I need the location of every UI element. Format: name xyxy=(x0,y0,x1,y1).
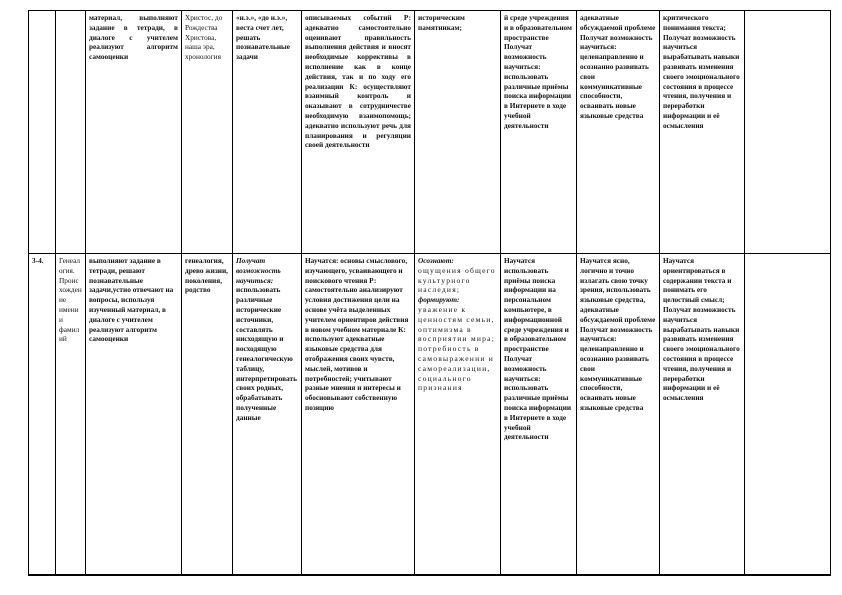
personal-results-cell xyxy=(415,254,501,576)
ict-competence-cell: Научатся использовать приёмы поиска информации на персональном компьютере, в информационной среде учреждения и в образовательном пространстве Получат возможность научиться: использовать различные приёмы поиска информации в Интернете в ходе учебной деятельности xyxy=(501,254,577,576)
metasubject-cell: описываемых событий Р: адекватно самостоятельно оценивают правильность выполнения действия и вносят необходимые коррективы в исполнение как в конце действия, так и по ходу его реализации К: осуществляют взаимный контроль и оказывают в сотрудничестве необходимую взаимопомощь; адекватно используют речь для планирования и регуляции своей деятельности xyxy=(302,11,415,254)
student-activity-cell: выполняют задание в тетради, решают познавательные задачи,устно отвечают на вопросы, используя изученный материал, в диалоге с учителем реализуют алгоритм самооценки xyxy=(86,254,182,576)
lesson-number-cell: 3-4. xyxy=(29,254,56,576)
tasks-text: использовать различные исторические источники, составлять нисходящую и восходящую генеалогическую таблицу, интерпретировать своих родных, обрабатывать полученные данные xyxy=(236,285,297,422)
tasks-label: Получат возможность научиться: xyxy=(236,256,281,285)
reading-skills-cell: критического понимания текста; Получат возможность научиться вырабатывать навыки развивать изменения своего эмоционального состояния в процессе чтения, получения и переработки информации и её осмысления xyxy=(660,11,745,254)
table-row xyxy=(29,11,831,254)
personal-text-2: уважение к ценностям семьи, оптимизма в восприятии мира; потребность в самовыражении и самореализации, социального признания xyxy=(418,304,495,393)
topic-cell: Генеалогия. Происхождение имени и фамилий xyxy=(56,254,86,576)
student-activity-cell: материал, выполняют задание в тетради, в диалоге с учителем реализуют алгоритм самооценки xyxy=(86,11,182,254)
personal-results-cell: историческим памятникам; xyxy=(415,11,501,254)
empty-cell xyxy=(745,254,831,576)
personal-label: Осознают: xyxy=(418,256,454,265)
personal-label-2: формируют: xyxy=(418,295,460,305)
concepts-cell: генеалогия, древо жизни, поколения, родство xyxy=(182,254,233,576)
personal-text-1: ощущения общего культурного наследия; xyxy=(418,265,496,295)
reading-skills-cell: Научатся ориентироваться в содержании текста и понимать его целостный смысл; Получат возможность научиться вырабатывать навыки развивать изменения своего эмоционального состояния в процессе чтения, получения и переработки информации и её осмысления xyxy=(660,254,745,576)
subject-tasks-cell: «н.э.», «до н.э.», веста счет лет, решать познавательные задачи xyxy=(233,11,302,254)
metasubject-cell: Научатся: основы смыслового, изучающего, усваивающего и поискового чтения Р: самостоятельно анализируют условия достижения цели на основе учёта выделенных учителем ориентиров действия в новом учебном материале К: используют адекватные языковые средства для отображения своих чувств, мыслей, мотивов и потребностей; учитывают разные мнения и интересы и обосновывают собственную позицию xyxy=(302,254,415,576)
subject-tasks-cell xyxy=(233,254,302,576)
communication-cell: адекватные обсуждаемой проблеме Получат возможность научиться: целенаправленно и осознанно развивать свои коммуникативные способности, осваивать новые языковые средства xyxy=(577,11,660,254)
communication-cell: Научатся ясно, логично и точно излагать свою точку зрения, использовать языковые средства, адекватные обсуждаемой проблеме Получат возможность научиться: целенаправленно и осознанно развивать свои коммуникативные способности, осваивать новые языковые средства xyxy=(577,254,660,576)
lesson-number-cell xyxy=(29,11,56,254)
topic-cell xyxy=(56,11,86,254)
table-row xyxy=(29,254,831,576)
empty-cell xyxy=(745,11,831,254)
lesson-plan-table xyxy=(28,10,831,576)
ict-competence-cell: й среде учреждения и в образовательном пространстве Получат возможность научиться: использовать различные приёмы поиска информации в Интернете в ходе учебной деятельности xyxy=(501,11,577,254)
concepts-cell: Христос, до Рождества Христова, наша эра, хронология xyxy=(182,11,233,254)
